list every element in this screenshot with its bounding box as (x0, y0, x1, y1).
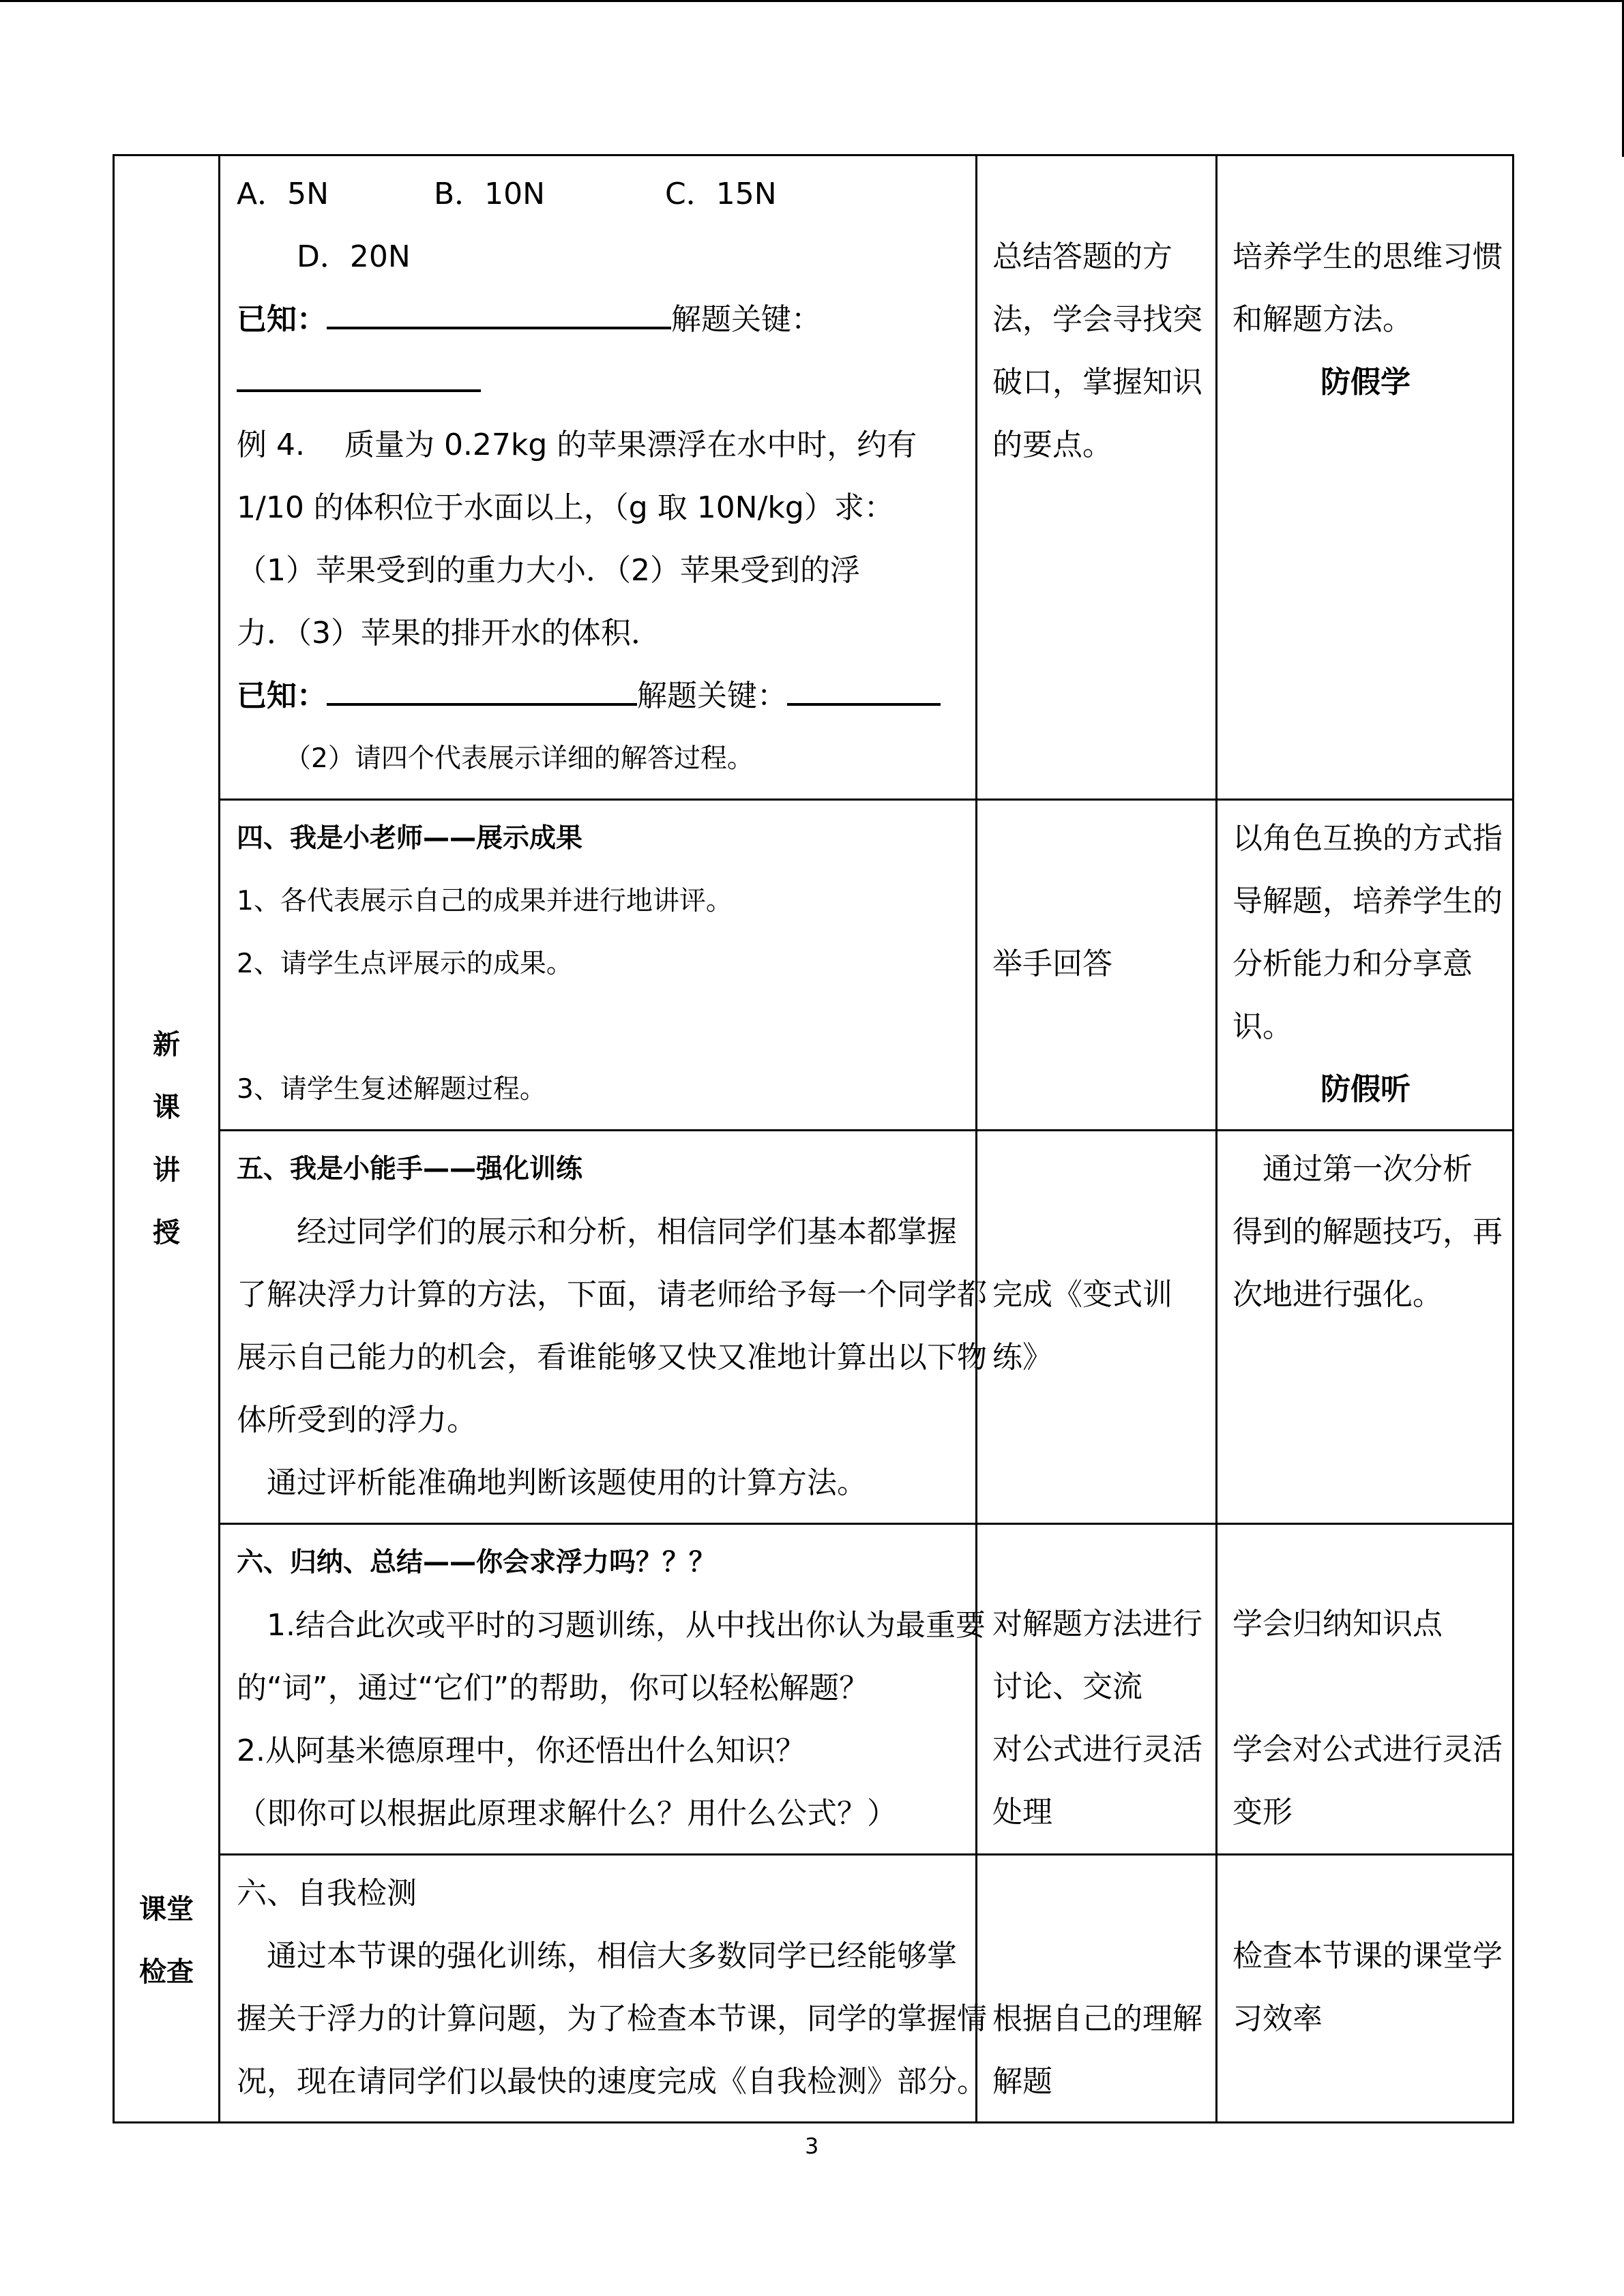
activity-cell: 六、归纳、总结——你会求浮力吗？？？ 1.结合此次或平时的习题训练，从中找出你认为最重要 的“词”，通过“它们”的帮助，你可以轻松解题？ 2.从阿基米德原理中，你还悟出什么知识？ （即你可以根据此原理求解什么？用什么公式？） (220, 1524, 977, 1855)
option-b: B．10N (434, 177, 546, 211)
example-4-line: 力．（3）苹果的排开水的体积． (237, 616, 661, 651)
section-class-check: 课堂检查 (115, 1838, 218, 2043)
self-check-cell: 六、自我检测 通过本节课的强化训练，相信大多数同学已经能够掌 握关于浮力的计算问题，为了检查本节课，同学的掌握情 况，现在请同学们以最快的速度完成《自我检测》部分。 (220, 1855, 977, 2123)
question-cell (220, 155, 977, 800)
design-purpose-cell: 通过第一次分析 得到的解题技巧，再 次地进行强化。 (1217, 1131, 1514, 1524)
student-activity-cell: 总结答题的方 法，学会寻找突 破口，掌握知识 的要点。 (977, 155, 1217, 800)
lesson-table (113, 154, 1514, 2123)
design-purpose-cell: 培养学生的思维习惯 和解题方法。 防假学 (1217, 155, 1514, 800)
known-line: 已知： 解题关键： (237, 665, 958, 728)
student-activity-cell: 举手回答 (977, 800, 1217, 1131)
tag-label: 防假学 (1320, 365, 1411, 400)
design-purpose-cell: 学会归纳知识点 学会对公式进行灵活 变形 (1217, 1524, 1514, 1855)
student-activity-cell: 完成《变式训 练》 (977, 1131, 1217, 1524)
option-c: C．15N (665, 177, 777, 211)
table-row (114, 1855, 1514, 2123)
table-row (114, 1524, 1514, 1855)
blank (237, 362, 481, 392)
option-a: A．5N (237, 177, 329, 211)
options-row (237, 163, 958, 226)
example-4-line: 例 4. 质量为 0.27kg 的苹果漂浮在水中时，约有 (237, 428, 917, 462)
tag-label: 防假听 (1320, 1072, 1411, 1107)
option-d: D．20N (297, 239, 411, 274)
activity-cell: 五、我是小能手——强化训练 经过同学们的展示和分析，相信同学们基本都掌握 了解决浮力计算的方法，下面，请老师给予每一个同学都 展示自己能力的机会，看谁能够又快又准地计算出以下物 体所受到的浮力。 通过评析能准确地判断该题使用的计算方法。 (220, 1131, 977, 1524)
example-4-line: （1）苹果受到的重力大小．（2）苹果受到的浮 (237, 553, 860, 588)
table-row (114, 800, 1514, 1131)
blank (327, 299, 671, 329)
blank (787, 676, 941, 706)
known-line: 已知： 解题关键： (237, 288, 958, 351)
table-row (114, 1131, 1514, 1524)
activity-cell: 四、我是小老师——展示成果 1、各代表展示自己的成果并进行地讲评。 2、请学生点评展示的成果。 3、请学生复述解题过程。 (220, 800, 977, 1131)
page-top-border (0, 0, 1624, 2)
step-text: （2）请四个代表展示详细的解答过程。 (284, 743, 754, 774)
section-new-lesson: 新课讲授 (114, 155, 220, 2123)
design-purpose-cell: 检查本节课的课堂学 习效率 (1217, 1855, 1514, 2123)
blank-line (237, 351, 958, 414)
student-activity-cell: 对解题方法进行 讨论、交流 对公式进行灵活 处理 (977, 1524, 1217, 1855)
page-number: 3 (805, 2133, 819, 2159)
design-purpose-cell: 以角色互换的方式指 导解题，培养学生的 分析能力和分享意 识。 防假听 (1217, 800, 1514, 1131)
student-activity-cell: 根据自己的理解 解题 (977, 1855, 1217, 2123)
table-row (114, 155, 1514, 800)
example-4-line: 1/10 的体积位于水面以上，（g 取 10N/kg）求： (237, 490, 894, 525)
blank (327, 676, 637, 706)
